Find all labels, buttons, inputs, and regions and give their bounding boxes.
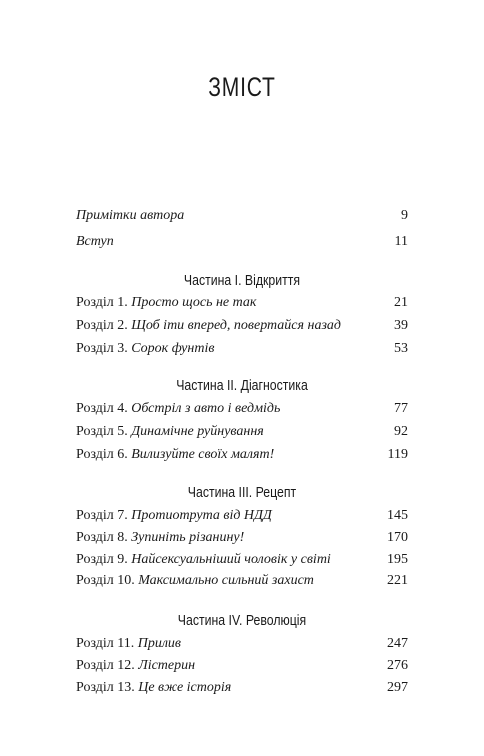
toc-entry-page: 221	[387, 573, 408, 588]
toc-entry-label	[76, 340, 214, 358]
toc-entry-page: 119	[387, 447, 408, 462]
toc-entry-page: 145	[387, 508, 408, 523]
toc-entry-chapter-10[interactable]	[76, 572, 408, 590]
chapter-prefix: Розділ 10.	[76, 573, 135, 588]
chapter-title: Обстріл з авто і ведмідь	[131, 401, 281, 416]
part-heading-1: Частина I. Відкриття	[183, 272, 301, 289]
page-title: ЗМІСТ	[208, 72, 276, 102]
chapter-prefix: Розділ 5.	[76, 424, 128, 439]
chapter-prefix: Розділ 2.	[76, 318, 128, 333]
chapter-title: Це вже історія	[138, 680, 232, 695]
toc-entry-label	[76, 446, 274, 464]
chapter-title: Протиотрута від НДД	[131, 508, 272, 523]
toc-entry-page: 297	[387, 680, 408, 695]
toc-entry-chapter-11[interactable]	[76, 635, 408, 653]
toc-entry-title: Вступ	[76, 234, 114, 249]
part-heading-3: Частина III. Рецепт	[187, 484, 297, 501]
toc-entry-front-author-notes[interactable]	[76, 207, 408, 225]
toc-entry-label	[76, 529, 244, 547]
toc-entry-chapter-2[interactable]	[76, 317, 408, 335]
chapter-title: Динамічне руйнування	[131, 424, 264, 439]
toc-entry-chapter-8[interactable]	[76, 529, 408, 547]
toc-entry-chapter-9[interactable]	[76, 551, 408, 569]
toc-entry-chapter-1[interactable]	[76, 294, 408, 312]
chapter-prefix: Розділ 3.	[76, 341, 128, 356]
toc-entry-label	[76, 507, 272, 525]
toc-entry-label	[76, 317, 341, 335]
toc-entry-page: 77	[394, 401, 408, 416]
toc-entry-chapter-6[interactable]	[76, 446, 408, 464]
toc-entry-chapter-5[interactable]	[76, 423, 408, 441]
chapter-title: Найсексуальніший чоловік у світі	[131, 552, 331, 567]
toc-entry-chapter-4[interactable]	[76, 400, 408, 418]
chapter-title: Вилизуйте своїх малят!	[131, 447, 275, 462]
toc-entry-page: 92	[394, 424, 408, 439]
part-heading-4: Частина IV. Революція	[177, 612, 307, 629]
chapter-prefix: Розділ 9.	[76, 552, 128, 567]
chapter-title: Щоб іти вперед, повертайся назад	[131, 318, 342, 333]
toc-entry-label	[76, 423, 264, 441]
chapter-title: Зупиніть різанину!	[131, 530, 245, 545]
chapter-prefix: Розділ 12.	[76, 658, 135, 673]
toc-entry-page: 276	[387, 658, 408, 673]
toc-entry-label	[76, 294, 256, 312]
toc-entry-front-intro[interactable]	[76, 233, 408, 251]
chapter-prefix: Розділ 11.	[76, 636, 135, 651]
toc-entry-label	[76, 679, 231, 697]
toc-entry-label	[76, 551, 331, 569]
chapter-title: Просто щось не так	[131, 295, 257, 310]
toc-entry-page: 247	[387, 636, 408, 651]
chapter-prefix: Розділ 4.	[76, 401, 128, 416]
chapter-prefix: Розділ 8.	[76, 530, 128, 545]
chapter-prefix: Розділ 1.	[76, 295, 128, 310]
toc-entry-chapter-13[interactable]	[76, 679, 408, 697]
toc-entry-chapter-3[interactable]	[76, 340, 408, 358]
toc-entry-page: 11	[394, 234, 408, 249]
toc-entry-label	[76, 635, 181, 653]
chapter-prefix: Розділ 7.	[76, 508, 128, 523]
toc-entry-page: 170	[387, 530, 408, 545]
chapter-title: Сорок фунтів	[131, 341, 215, 356]
toc-entry-label	[76, 657, 195, 675]
chapter-prefix: Розділ 13.	[76, 680, 135, 695]
toc-entry-label	[76, 572, 314, 590]
chapter-title: Прилив	[137, 636, 181, 651]
toc-entry-page: 9	[401, 208, 408, 223]
chapter-title: Лістерин	[138, 658, 196, 673]
toc-entry-page: 53	[394, 341, 408, 356]
toc-entry-chapter-7[interactable]	[76, 507, 408, 525]
chapter-title: Максимально сильний захист	[138, 573, 314, 588]
toc-entry-chapter-12[interactable]	[76, 657, 408, 675]
toc-entry-page: 195	[387, 552, 408, 567]
chapter-prefix: Розділ 6.	[76, 447, 128, 462]
toc-entry-page: 39	[394, 318, 408, 333]
toc-entry-title: Примітки автора	[76, 208, 185, 223]
toc-entry-page: 21	[394, 295, 408, 310]
toc-entry-label	[76, 400, 280, 418]
part-heading-2: Частина II. Діагностика	[176, 377, 308, 394]
